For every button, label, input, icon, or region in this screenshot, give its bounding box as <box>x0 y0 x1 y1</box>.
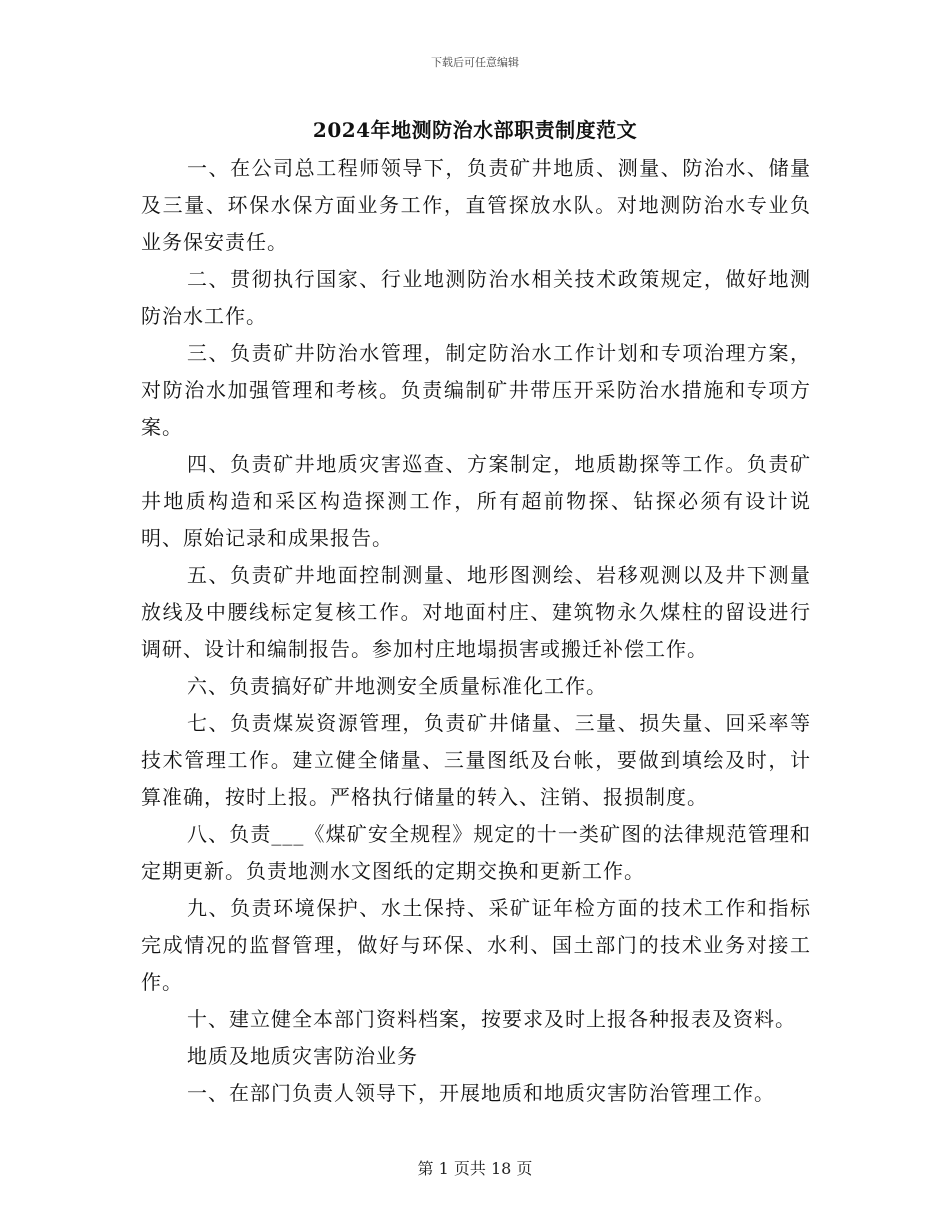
paragraph-1: 一、在公司总工程师领导下，负责矿井地质、测量、防治水、储量及三量、环保水保方面业务工作，直管探放水队。对地测防治水专业负业务保安责任。 <box>141 156 811 254</box>
paragraph-2: 二、贯彻执行国家、行业地测防治水相关技术政策规定，做好地测防治水工作。 <box>141 267 811 328</box>
paragraph-8: 八、负责___《煤矿安全规程》规定的十一类矿图的法律规范管理和定期更新。负责地测水文图纸的定期交换和更新工作。 <box>141 822 811 883</box>
paragraph-5: 五、负责矿井地面控制测量、地形图测绘、岩移观测以及井下测量放线及中腰线标定复核工作。对地面村庄、建筑物永久煤柱的留设进行调研、设计和编制报告。参加村庄地塌损害或搬迁补偿工作。 <box>141 563 811 661</box>
section-heading: 地质及地质灾害防治业务 <box>187 1044 418 1068</box>
paragraph-7: 七、负责煤炭资源管理，负责矿井储量、三量、损失量、回采率等技术管理工作。建立健全储量、三量图纸及台帐，要做到填绘及时，计算准确，按时上报。严格执行储量的转入、注销、报损制度。 <box>141 711 811 809</box>
paragraph-3: 三、负责矿井防治水管理，制定防治水工作计划和专项治理方案，对防治水加强管理和考核。负责编制矿井带压开采防治水措施和专项方案。 <box>141 341 811 439</box>
page-number: 第 1 页共 18 页 <box>417 1159 533 1178</box>
document-body <box>141 150 811 1112</box>
paragraph-10: 十、建立健全本部门资料档案，按要求及时上报各种报表及资料。 <box>187 1007 796 1031</box>
paragraph-11: 一、在部门负责人领导下，开展地质和地质灾害防治管理工作。 <box>187 1081 775 1105</box>
paragraph-9: 九、负责环境保护、水土保持、采矿证年检方面的技术工作和指标完成情况的监督管理，做好与环保、水利、国土部门的技术业务对接工作。 <box>141 896 811 994</box>
paragraph-6: 六、负责搞好矿井地测安全质量标准化工作。 <box>187 674 607 698</box>
paragraph-4: 四、负责矿井地质灾害巡查、方案制定，地质勘探等工作。负责矿井地质构造和采区构造探测工作，所有超前物探、钻探必须有设计说明、原始记录和成果报告。 <box>141 452 811 550</box>
page-header-note: 下载后可任意编辑 <box>431 56 519 69</box>
document-title: 2024年地测防治水部职责制度范文 <box>312 118 638 142</box>
